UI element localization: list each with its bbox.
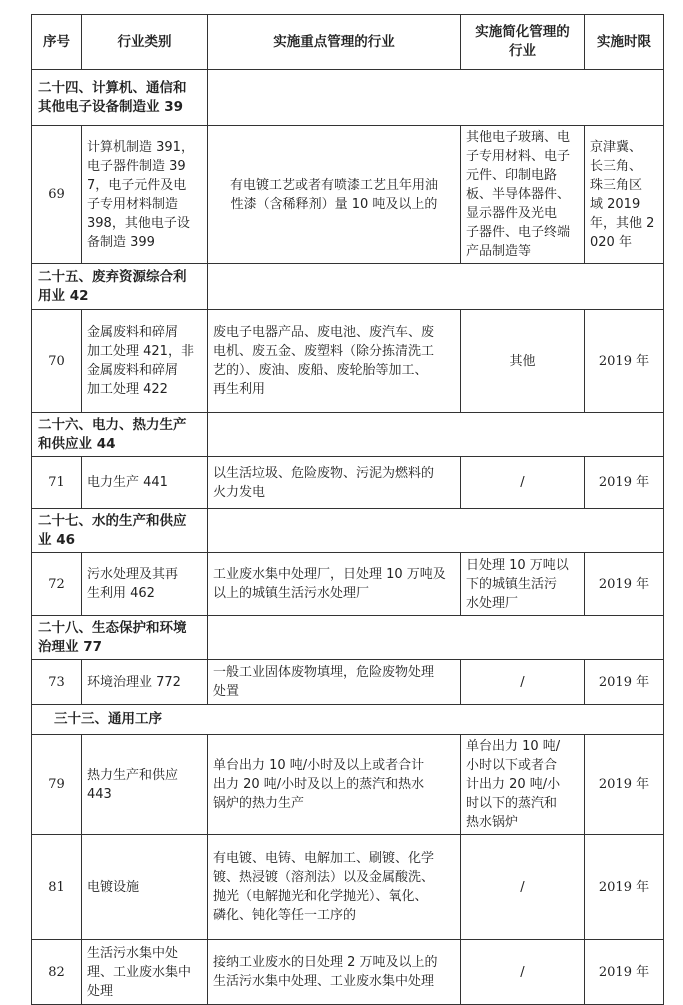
row-category: 热力生产和供应 443 — [82, 735, 208, 835]
section-title: 二十五、废弃资源综合利 用业 42 — [32, 264, 208, 310]
row-time-limit: 京津冀、 长三角、 珠三角区 域 2019 年，其他 2 020 年 — [585, 126, 664, 264]
table-row — [32, 940, 664, 1005]
row-time-limit: 2019 年 — [585, 457, 664, 509]
row-key-management: 废电子电器产品、废电池、废汽车、废 电机、废五金、废塑料（除分拣清洗工 艺的）、废油、废船、废轮胎等加工、 再生利用 — [208, 310, 461, 413]
row-time-limit: 2019 年 — [585, 553, 664, 616]
header-seq: 序号 — [32, 15, 82, 70]
row-category: 计算机制造 391， 电子器件制造 39 7，电子元件及电 子专用材料制造 398，其他电子设 备制造 399 — [82, 126, 208, 264]
row-simplified-management: / — [461, 457, 585, 509]
row-key-management: 以生活垃圾、危险废物、污泥为燃料的 火力发电 — [208, 457, 461, 509]
row-key-management: 一般工业固体废物填埋，危险废物处理 处置 — [208, 660, 461, 705]
table-row — [32, 735, 664, 835]
row-simplified-management: / — [461, 660, 585, 705]
table-row — [32, 310, 664, 413]
section-row — [32, 413, 664, 457]
section-row — [32, 616, 664, 660]
row-simplified-management: / — [461, 835, 585, 940]
section-title: 二十八、生态保护和环境 治理业 77 — [32, 616, 208, 660]
section-empty — [208, 413, 664, 457]
row-number: 69 — [32, 126, 82, 264]
section-row — [32, 705, 664, 735]
table-row — [32, 126, 664, 264]
row-number: 70 — [32, 310, 82, 413]
section-row — [32, 509, 664, 553]
section-empty — [208, 509, 664, 553]
header-row — [32, 15, 664, 70]
row-category: 环境治理业 772 — [82, 660, 208, 705]
row-category: 电力生产 441 — [82, 457, 208, 509]
row-number: 71 — [32, 457, 82, 509]
row-simplified-management: / — [461, 940, 585, 1005]
row-simplified-management: 日处理 10 万吨以 下的城镇生活污 水处理厂 — [461, 553, 585, 616]
row-simplified-management: 其他 — [461, 310, 585, 413]
header-key-management: 实施重点管理的行业 — [208, 15, 461, 70]
row-simplified-management: 其他电子玻璃、电 子专用材料、电子 元件、印制电路 板、半导体器件、 显示器件及光电 子器件、电子终端 产品制造等 — [461, 126, 585, 264]
table-row — [32, 553, 664, 616]
row-number: 73 — [32, 660, 82, 705]
section-empty — [208, 264, 664, 310]
row-time-limit: 2019 年 — [585, 735, 664, 835]
industry-management-table — [31, 14, 664, 1005]
table-row — [32, 835, 664, 940]
row-category: 金属废料和碎屑 加工处理 421，非 金属废料和碎屑 加工处理 422 — [82, 310, 208, 413]
section-title: 三十三、通用工序 — [32, 705, 664, 735]
row-key-management: 有电镀工艺或者有喷漆工艺且年用油 性漆（含稀释剂）量 10 吨及以上的 — [208, 126, 461, 264]
row-simplified-management: 单台出力 10 吨/ 小时以下或者合 计出力 20 吨/小 时以下的蒸汽和 热水锅炉 — [461, 735, 585, 835]
row-time-limit: 2019 年 — [585, 835, 664, 940]
row-key-management: 接纳工业废水的日处理 2 万吨及以上的 生活污水集中处理、工业废水集中处理 — [208, 940, 461, 1005]
section-row — [32, 70, 664, 126]
row-category: 污水处理及其再 生利用 462 — [82, 553, 208, 616]
table-row — [32, 457, 664, 509]
row-number: 72 — [32, 553, 82, 616]
section-row — [32, 264, 664, 310]
header-category: 行业类别 — [82, 15, 208, 70]
row-number: 81 — [32, 835, 82, 940]
row-number: 82 — [32, 940, 82, 1005]
row-key-management: 单台出力 10 吨/小时及以上或者合计 出力 20 吨/小时及以上的蒸汽和热水 锅炉的热力生产 — [208, 735, 461, 835]
row-key-management: 有电镀、电铸、电解加工、刷镀、化学 镀、热浸镀（溶剂法）以及金属酸洗、 抛光（电解抛光和化学抛光）、氧化、 磷化、钝化等任一工序的 — [208, 835, 461, 940]
row-time-limit: 2019 年 — [585, 940, 664, 1005]
section-empty — [208, 70, 664, 126]
row-time-limit: 2019 年 — [585, 310, 664, 413]
row-number: 79 — [32, 735, 82, 835]
section-title: 二十六、电力、热力生产 和供应业 44 — [32, 413, 208, 457]
section-empty — [208, 616, 664, 660]
section-title: 二十七、水的生产和供应 业 46 — [32, 509, 208, 553]
header-time-limit: 实施时限 — [585, 15, 664, 70]
table-row — [32, 660, 664, 705]
row-category: 电镀设施 — [82, 835, 208, 940]
row-time-limit: 2019 年 — [585, 660, 664, 705]
header-simplified-management: 实施简化管理的 行业 — [461, 15, 585, 70]
row-key-management: 工业废水集中处理厂，日处理 10 万吨及 以上的城镇生活污水处理厂 — [208, 553, 461, 616]
section-title: 二十四、计算机、通信和 其他电子设备制造业 39 — [32, 70, 208, 126]
row-category: 生活污水集中处 理、工业废水集中 处理 — [82, 940, 208, 1005]
